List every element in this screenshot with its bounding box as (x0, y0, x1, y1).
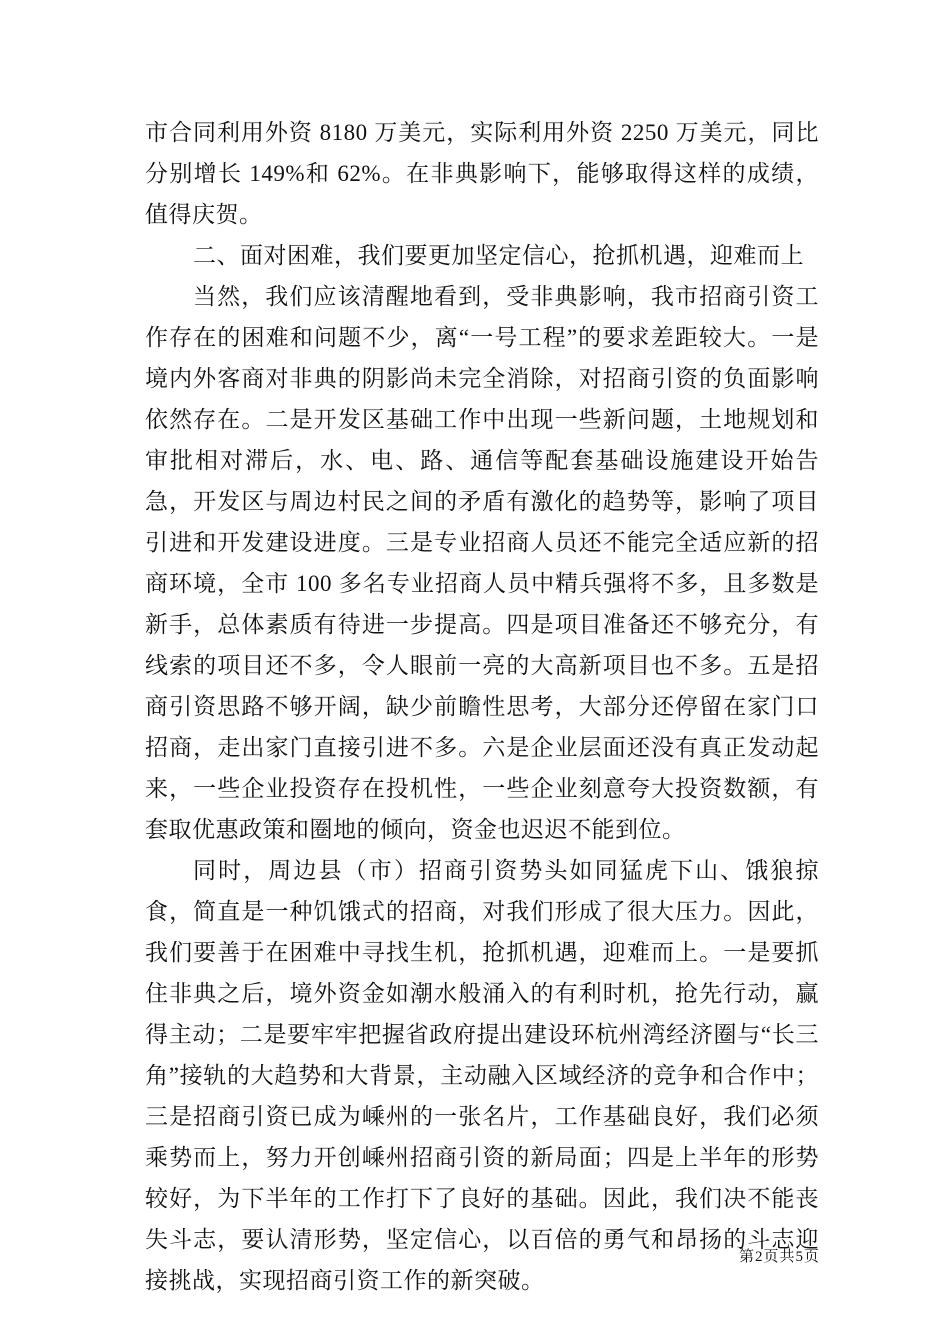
section-heading: 二、面对困难，我们要更加坚定信心，抢抓机遇，迎难而上 (193, 243, 804, 268)
paragraph-difficulties: 当然，我们应该清醒地看到，受非典影响，我市招商引资工作存在的困难和问题不少，离“一号工程”的要求差距较大。一是境内外客商对非典的阴影尚未完全消除，对招商引资的负面影响依然存在。二是开发区基础工作中出现一些新问题，土地规划和审批相对滞后，水、电、路、通信等配套基础设施建设开始告急，开发区与周边村民之间的矛盾有激化的趋势等，影响了项目引进和开发建设进度。三是专业招商人员还不能完全适应新的招商环境，全市 100 多名专业招商人员中精兵强将不多，且多数是新手，总体素质有待进一步提高。四是项目准备还不够充分，有线索的项目还不多，令人眼前一亮的大高新项目也不多。五是招商引资思路不够开阔，缺少前瞻性思考，大部分还停留在家门口招商，走出家门直接引进不多。六是企业层面还没有真正发动起来，一些企业投资存在投机性，一些企业刻意夸大投资数额，有套取优惠政策和圈地的倾向，资金也迟迟不能到位。 (145, 284, 819, 842)
paragraph-opportunities: 同时，周边县（市）招商引资势头如同猛虎下山、饿狼掠食，简直是一种饥饿式的招商，对我们形成了很大压力。因此，我们要善于在困难中寻找生机，抢抓机遇，迎难而上。一是要抓住非典之后，境外资金如潮水般涌入的有利时机，抢先行动，赢得主动；二是要牢牢把握省政府提出建设环杭州湾经济圈与“长三角”接轨的大趋势和大背景，主动融入区域经济的竞争和合作中；三是招商引资已成为嵊州的一张名片，工作基础良好，我们必须乘势而上，努力开创嵊州招商引资的新局面；四是上半年的形势较好，为下半年的工作打下了良好的基础。因此，我们决不能丧失斗志，要认清形势，坚定信心，以百倍的勇气和昂扬的斗志迎接挑战，实现招商引资工作的新突破。 (145, 858, 819, 1293)
paragraph-continued: 市合同利用外资 8180 万美元，实际利用外资 2250 万美元，同比分别增长 149%和 62%。在非典影响下，能够取得这样的成绩，值得庆贺。 (145, 120, 819, 227)
page-footer (739, 1245, 820, 1266)
document-body (145, 112, 819, 1301)
page-number-indicator: 第2页共5页 (738, 1249, 820, 1265)
